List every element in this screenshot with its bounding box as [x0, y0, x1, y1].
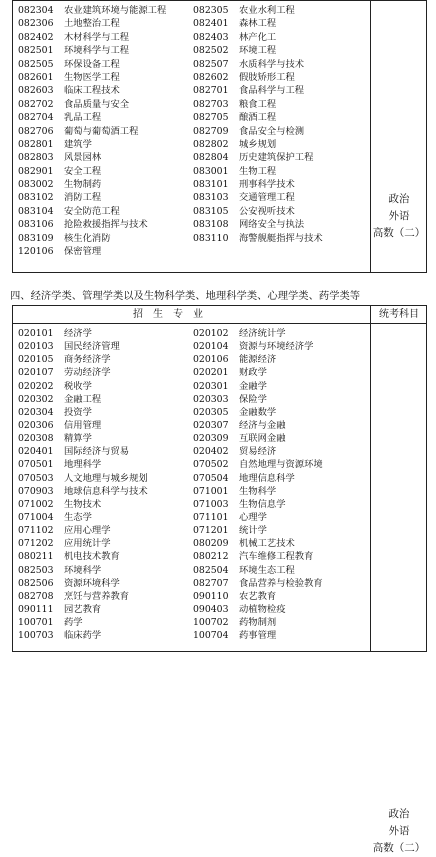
major-code: 020401	[18, 446, 54, 458]
major-code: 082304	[18, 5, 54, 16]
major-code: 020104	[193, 341, 229, 353]
major-name: 保密管理	[64, 246, 102, 258]
major-name: 土地整治工程	[64, 18, 120, 30]
major-name: 抢险救援指挥与技术	[64, 219, 148, 231]
major-code: 082702	[18, 98, 54, 110]
major-code: 071003	[193, 498, 229, 510]
major-name: 森林工程	[239, 18, 277, 30]
major-code: 082502	[193, 45, 229, 57]
major-name: 地球信息科学与技术	[64, 485, 148, 497]
major-name: 木材科学与工程	[64, 31, 130, 43]
major-name: 临床药学	[64, 630, 102, 642]
major-name: 贸易经济	[239, 446, 277, 458]
major-name: 公安视听技术	[239, 205, 295, 217]
major-name: 环保设备工程	[64, 58, 120, 70]
major-name: 生物科学	[239, 485, 277, 497]
major-code: 020202	[18, 380, 54, 392]
major-code: 070501	[18, 459, 54, 471]
major-name: 药物制剂	[239, 617, 277, 629]
major-name: 临床工程技术	[64, 85, 120, 97]
major-code: 083106	[18, 219, 54, 231]
major-name: 药事管理	[239, 630, 277, 642]
major-code: 071002	[18, 498, 54, 510]
major-code: 080211	[18, 551, 54, 563]
major-name: 网络安全与执法	[239, 219, 305, 231]
major-name: 建筑学	[64, 138, 92, 150]
major-code: 082602	[193, 71, 229, 83]
major-name: 生物医学工程	[64, 71, 120, 83]
major-name: 环境科学与工程	[64, 45, 130, 57]
major-name: 城乡规划	[239, 138, 277, 150]
major-code: 082501	[18, 45, 54, 57]
major-code: 083101	[193, 179, 229, 191]
major-code: 082504	[193, 564, 229, 576]
major-code: 083108	[193, 219, 229, 231]
major-code: 090403	[193, 603, 229, 615]
major-code: 082706	[18, 125, 54, 137]
major-name: 交通管理工程	[239, 192, 295, 204]
major-name: 资源与环境经济学	[239, 341, 314, 353]
major-code: 120106	[18, 246, 54, 258]
major-code: 020302	[18, 393, 54, 405]
major-name: 财政学	[239, 367, 267, 379]
major-code: 082505	[18, 58, 54, 70]
subject-math: 高数（二）	[372, 227, 426, 239]
major-name: 农业水利工程	[239, 5, 295, 16]
major-name: 投资学	[64, 406, 92, 418]
major-code: 083103	[193, 192, 229, 204]
major-name: 商务经济学	[64, 354, 111, 366]
major-name: 资源环境科学	[64, 577, 120, 589]
major-name: 园艺教育	[64, 603, 102, 615]
major-name: 金融学	[239, 380, 267, 392]
major-code: 071001	[193, 485, 229, 497]
major-name: 核生化消防	[64, 232, 111, 244]
major-code: 083001	[193, 165, 229, 177]
major-code: 080209	[193, 538, 229, 550]
major-name: 应用心理学	[64, 525, 111, 537]
major-name: 消防工程	[64, 192, 102, 204]
major-code: 082804	[193, 152, 229, 164]
major-name: 经济与金融	[239, 419, 286, 431]
major-name: 烹饪与营养教育	[64, 590, 130, 602]
subject-politics: 政治	[388, 808, 410, 820]
major-name: 水质科学与技术	[239, 58, 305, 70]
major-code: 083110	[193, 232, 229, 244]
major-code: 090111	[18, 603, 54, 615]
major-code: 071101	[193, 511, 229, 523]
major-name: 环境科学	[64, 564, 102, 576]
major-code: 070503	[18, 472, 54, 484]
major-name: 粮食工程	[239, 98, 277, 110]
major-name: 互联网金融	[239, 433, 286, 445]
major-name: 税收学	[64, 380, 92, 392]
major-name: 海警舰艇指挥与技术	[239, 232, 323, 244]
major-name: 汽车维修工程教育	[239, 551, 314, 563]
major-code: 083104	[18, 205, 54, 217]
major-code: 082704	[18, 112, 54, 124]
major-name: 保险学	[239, 393, 267, 405]
major-code: 082703	[193, 98, 229, 110]
major-name: 能源经济	[239, 354, 277, 366]
major-code: 100702	[193, 617, 229, 629]
major-name: 统计学	[239, 525, 267, 537]
major-code: 083002	[18, 179, 54, 191]
major-name: 生物信息学	[239, 498, 286, 510]
major-code: 020105	[18, 354, 54, 366]
major-code: 020103	[18, 341, 54, 353]
major-name: 酿酒工程	[239, 112, 277, 124]
major-name: 乳品工程	[64, 112, 102, 124]
majors-table-continued	[12, 0, 427, 273]
column-divider	[370, 306, 371, 651]
major-code: 082403	[193, 31, 229, 43]
major-code: 100703	[18, 630, 54, 642]
major-code: 070903	[18, 485, 54, 497]
major-code: 082705	[193, 112, 229, 124]
major-code: 083102	[18, 192, 54, 204]
major-name: 心理学	[239, 511, 267, 523]
major-code: 070502	[193, 459, 229, 471]
subject-math: 高数（二）	[372, 842, 426, 854]
major-code: 082802	[193, 138, 229, 150]
major-name: 生态学	[64, 511, 92, 523]
major-code: 082801	[18, 138, 54, 150]
major-name: 风景园林	[64, 152, 102, 164]
major-name: 国民经济管理	[64, 341, 120, 353]
major-name: 环境生态工程	[239, 564, 295, 576]
major-code: 071201	[193, 525, 229, 537]
major-code: 020303	[193, 393, 229, 405]
major-code: 082603	[18, 85, 54, 97]
major-code: 020107	[18, 367, 54, 379]
major-name: 金融数学	[239, 406, 277, 418]
major-code: 100701	[18, 617, 54, 629]
major-name: 历史建筑保护工程	[239, 152, 314, 164]
major-name: 信用管理	[64, 419, 102, 431]
table-header	[13, 306, 426, 324]
major-name: 人文地理与城乡规划	[64, 472, 148, 484]
major-code: 082507	[193, 58, 229, 70]
major-name: 经济学	[64, 328, 92, 339]
major-code: 020301	[193, 380, 229, 392]
major-name: 刑事科学技术	[239, 179, 295, 191]
major-name: 食品科学与工程	[239, 85, 305, 97]
major-code: 071202	[18, 538, 54, 550]
major-code: 020304	[18, 406, 54, 418]
major-code: 082707	[193, 577, 229, 589]
major-code: 020402	[193, 446, 229, 458]
major-code: 083109	[18, 232, 54, 244]
header-major: 招生专业	[133, 309, 213, 320]
major-name: 经济统计学	[239, 328, 286, 339]
major-name: 应用统计学	[64, 538, 111, 550]
section-heading: 四、经济学类、管理学类以及生物科学类、地理科学类、心理学类、药学类等	[10, 290, 361, 302]
subject-foreign-language: 外语	[388, 210, 410, 222]
major-code: 071004	[18, 511, 54, 523]
major-name: 假肢矫形工程	[239, 71, 295, 83]
major-name: 食品安全与检测	[239, 125, 305, 137]
major-name: 药学	[64, 617, 83, 629]
major-name: 农艺教育	[239, 590, 277, 602]
major-name: 金融工程	[64, 393, 102, 405]
major-code: 082709	[193, 125, 229, 137]
major-code: 070504	[193, 472, 229, 484]
major-code: 083105	[193, 205, 229, 217]
major-code: 082506	[18, 577, 54, 589]
major-name: 地理科学	[64, 459, 102, 471]
major-code: 020102	[193, 328, 229, 339]
major-code: 082401	[193, 18, 229, 30]
major-name: 生物制药	[64, 179, 102, 191]
major-code: 082803	[18, 152, 54, 164]
major-name: 安全防范工程	[64, 205, 120, 217]
subject-politics: 政治	[388, 193, 410, 205]
major-code: 082901	[18, 165, 54, 177]
major-code: 020308	[18, 433, 54, 445]
major-code: 082601	[18, 71, 54, 83]
major-code: 082305	[193, 5, 229, 16]
major-name: 林产化工	[239, 31, 277, 43]
subject-foreign-language: 外语	[388, 825, 410, 837]
major-name: 劳动经济学	[64, 367, 111, 379]
major-name: 生物技术	[64, 498, 102, 510]
major-name: 生物工程	[239, 165, 277, 177]
major-name: 食品质量与安全	[64, 98, 130, 110]
major-code: 100704	[193, 630, 229, 642]
major-code: 082503	[18, 564, 54, 576]
major-name: 安全工程	[64, 165, 102, 177]
major-code: 082701	[193, 85, 229, 97]
major-name: 机电技术教育	[64, 551, 120, 563]
major-code: 071102	[18, 525, 54, 537]
major-name: 动植物检疫	[239, 603, 286, 615]
header-subjects: 统考科目	[379, 309, 419, 320]
major-code: 020307	[193, 419, 229, 431]
major-name: 自然地理与资源环境	[239, 459, 323, 471]
major-code: 020201	[193, 367, 229, 379]
major-code: 082708	[18, 590, 54, 602]
major-code: 090110	[193, 590, 229, 602]
major-name: 地理信息科学	[239, 472, 295, 484]
major-code: 082306	[18, 18, 54, 30]
majors-table	[12, 305, 427, 854]
major-code: 082402	[18, 31, 54, 43]
major-name: 食品营养与检验教育	[239, 577, 323, 589]
major-code: 020106	[193, 354, 229, 366]
exam-subjects-cell	[370, 191, 428, 242]
major-name: 机械工艺技术	[239, 538, 295, 550]
major-name: 葡萄与葡萄酒工程	[64, 125, 139, 137]
major-name: 国际经济与贸易	[64, 446, 130, 458]
major-code: 020306	[18, 419, 54, 431]
major-name: 精算学	[64, 433, 92, 445]
major-code: 080212	[193, 551, 229, 563]
exam-subjects-cell	[370, 806, 428, 857]
major-code: 020309	[193, 433, 229, 445]
major-name: 环境工程	[239, 45, 277, 57]
major-code: 020305	[193, 406, 229, 418]
major-code: 020101	[18, 328, 54, 339]
major-name: 农业建筑环境与能源工程	[64, 5, 167, 16]
